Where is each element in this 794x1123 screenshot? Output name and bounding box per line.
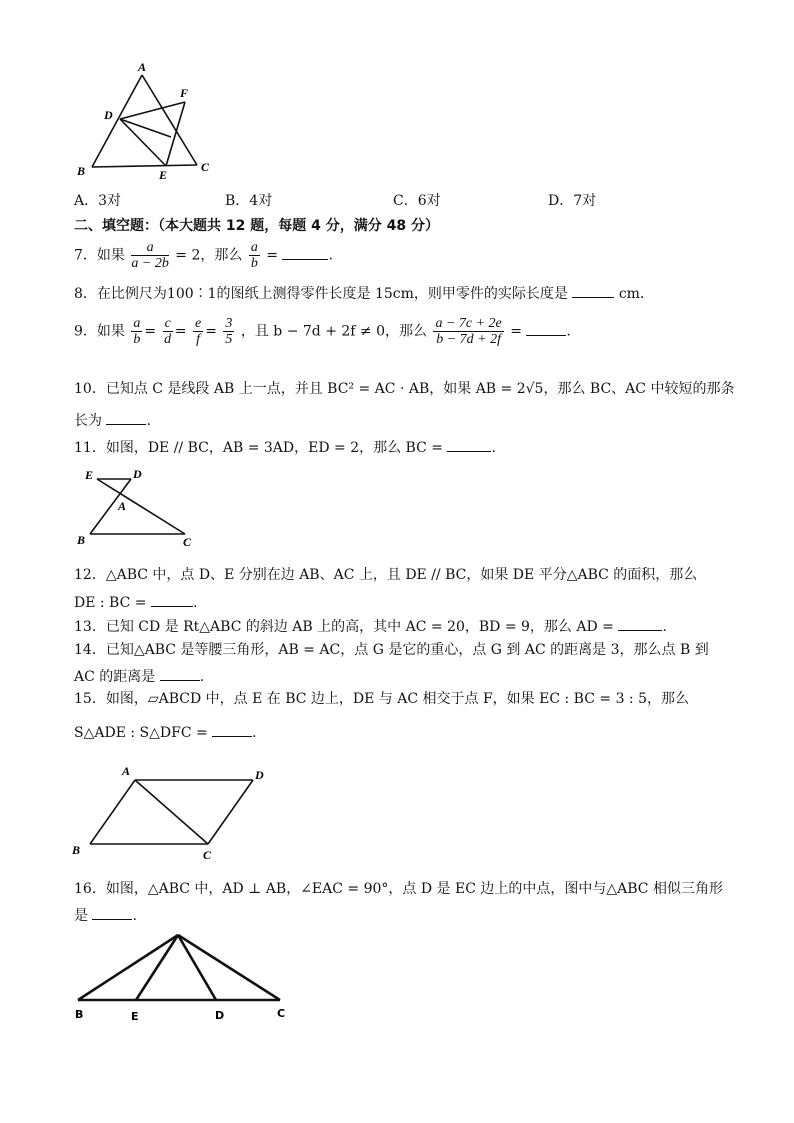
fig2-label-e: E [85,468,94,482]
fig3-label-a: A [122,764,131,778]
option-a: A．3对 [74,193,122,209]
figure-1 [70,55,230,185]
question-16-line-2: 是 . [74,905,137,925]
answer-blank-7[interactable] [282,245,328,260]
fig2-label-c: C [183,535,192,549]
option-d: D．7对 [548,193,597,209]
answer-blank-8[interactable] [572,283,614,298]
question-12-line-1: 12．△ABC 中，点 D、E 分别在边 AB、AC 上，且 DE // BC，如果 DE 平分△ABC 的面积，那么 [74,567,698,583]
option-c: C．6对 [393,193,441,209]
fig3-label-c: C [203,848,212,862]
answer-blank-12[interactable] [151,592,193,607]
answer-blank-11[interactable] [447,437,491,452]
fig4-label-e: E [131,1010,139,1023]
question-9: 9．如果 $\frac{a}{b}$ = $\frac{c}{d}$ = $\frac{e}{f}$ = $\frac{3}{5}$ ，且 b − 7d + 2f ≠ 0，那么 $\frac{a - 7c + 2e}{b - 7d + 2f}$ = . [74,316,571,347]
figure-2 [75,462,205,552]
question-10-line-2: 长为 . [74,410,151,430]
answer-blank-16[interactable] [92,905,132,920]
question-15-line-2: S△ADE : S△DFC = . [74,722,257,742]
fig2-label-d: D [133,467,142,481]
section-title: 二、填空题：（本大题共 12 题，每题 4 分，满分 48 分） [74,218,439,234]
fig1-label-b: B [77,164,86,178]
fig4-label-c: C [277,1007,286,1020]
figure-4 [70,928,300,1023]
fig3-label-b: B [72,843,81,857]
fig1-label-a: A [138,60,147,74]
fig2-label-b: B [77,533,86,547]
question-7: 7．如果 $\frac{a}{a - 2b}$ = 2，那么 $\frac{a}{b}$ = . [74,240,333,271]
answer-blank-10[interactable] [106,410,146,425]
option-b: B．4对 [225,193,273,209]
question-15-line-1: 15．如图，▱ABCD 中，点 E 在 BC 边上，DE 与 AC 相交于点 F，如果 EC : BC = 3 : 5，那么 [74,691,690,707]
question-14-line-1: 14．已知△ABC 是等腰三角形，AB = AC，点 G 是它的重心，点 G 到 AC 的距离是 3，那么点 B 到 [74,642,709,658]
fig4-label-d: D [215,1009,225,1022]
question-8: 8．在比例尺为100∶1的图纸上测得零件长度是 15cm，则甲零件的实际长度是 cm． [74,283,654,303]
answer-blank-9[interactable] [526,321,566,336]
question-12-line-2: DE : BC = . [74,592,197,612]
fig4-label-b: B [75,1008,84,1021]
fig1-label-f: F [180,86,189,100]
figure-3 [70,760,280,865]
fig1-label-c: C [201,160,210,174]
question-16-line-1: 16．如图，△ABC 中，AD ⊥ AB，∠EAC = 90°，点 D 是 EC 边上的中点，图中与△ABC 相似三角形 [74,881,723,897]
fig3-label-d: D [255,768,264,782]
answer-blank-14[interactable] [160,666,200,681]
question-11: 11．如图，DE // BC，AB = 3AD，ED = 2，那么 BC = . [74,437,496,457]
question-10-line-1: 10．已知点 C 是线段 AB 上一点，并且 BC² = AC · AB，如果 AB = 2√5，那么 BC、AC 中较短的那条 [74,381,735,397]
fig1-label-d: D [104,108,113,122]
fig2-label-a: A [118,499,127,513]
fig1-label-e: E [159,168,168,182]
question-14-line-2: AC 的距离是 . [74,666,204,686]
answer-blank-13[interactable] [618,616,662,631]
question-13: 13．已知 CD 是 Rt△ABC 的斜边 AB 上的高，其中 AC = 20，BD = 9，那么 AD = . [74,616,667,636]
answer-blank-15[interactable] [212,722,252,737]
